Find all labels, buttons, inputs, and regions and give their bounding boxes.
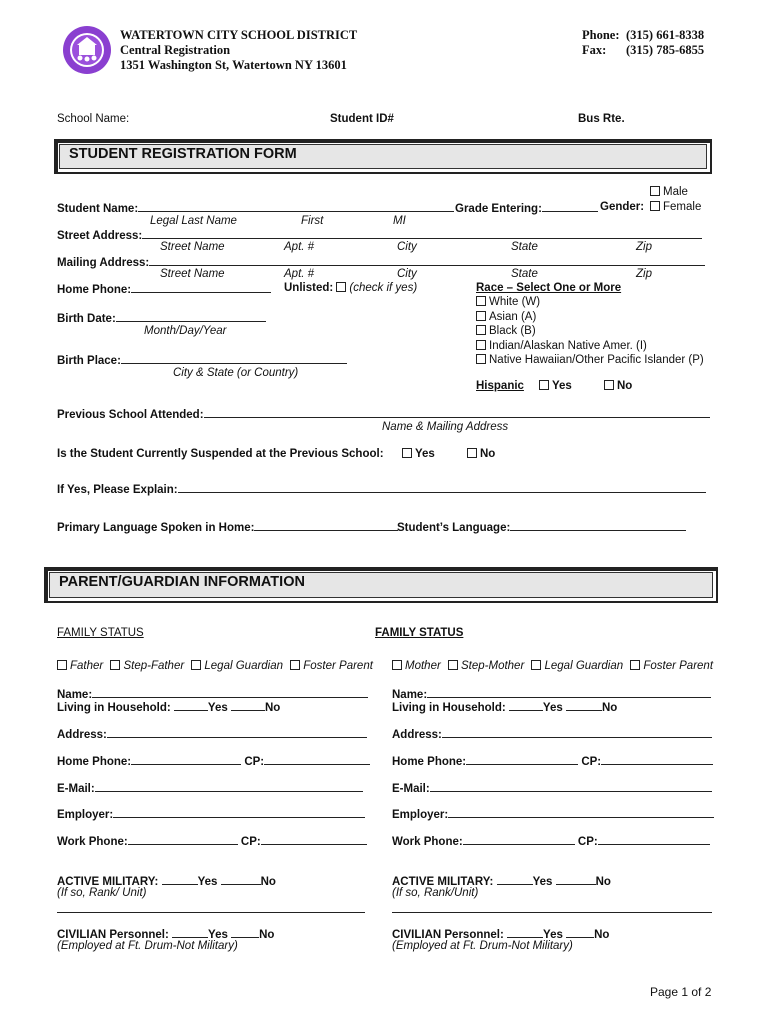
hispanic-label: Hispanic — [476, 380, 524, 392]
apt-caption: Apt. # — [284, 241, 315, 253]
hispanic-yes-option[interactable]: Yes — [539, 380, 572, 392]
parent2-email-field[interactable]: E-Mail: — [392, 781, 712, 795]
unlisted-option[interactable]: Unlisted: (check if yes) — [284, 282, 418, 294]
parent2-living-field[interactable]: Living in Household: Yes No — [392, 702, 618, 714]
parent2-employer-field[interactable]: Employer: — [392, 807, 714, 821]
parent1-civilian-field[interactable]: CIVILIAN Personnel: Yes No — [57, 929, 275, 941]
parent1-rank-caption: (If so, Rank/ Unit) — [57, 887, 147, 899]
family-status-right: FAMILY STATUS — [375, 627, 464, 639]
city-caption: City — [397, 241, 417, 253]
home-phone-field[interactable]: Home Phone: — [57, 282, 271, 296]
parent2-work-phone-field[interactable]: Work Phone: CP: — [392, 834, 710, 848]
bus-route-label: Bus Rte. — [578, 113, 625, 125]
fax-number: (315) 785-6855 — [626, 43, 705, 57]
race-indian-option[interactable]: Indian/Alaskan Native Amer. (I) — [476, 340, 647, 352]
foster-parent-left-checkbox[interactable] — [290, 660, 300, 670]
step-mother-checkbox[interactable] — [448, 660, 458, 670]
race-title: Race – Select One or More — [476, 282, 622, 294]
explain-field[interactable]: If Yes, Please Explain: — [57, 482, 706, 496]
school-name-label: School Name: — [57, 113, 130, 125]
suspended-yes-checkbox[interactable] — [402, 448, 412, 458]
city-caption-2: City — [397, 268, 417, 280]
parent2-civilian-field[interactable]: CIVILIAN Personnel: Yes No — [392, 929, 610, 941]
student-form-header — [54, 139, 712, 174]
parent2-rank-line[interactable] — [392, 902, 712, 916]
birth-place-field[interactable]: Birth Place: — [57, 353, 347, 367]
state-caption: State — [511, 241, 538, 253]
unlisted-checkbox[interactable] — [336, 282, 346, 292]
father-option[interactable]: Father — [57, 660, 103, 672]
street-address-field[interactable]: Street Address: — [57, 228, 702, 242]
right-status-options — [392, 660, 713, 672]
birth-date-field[interactable]: Birth Date: — [57, 311, 266, 325]
parent2-home-phone-field[interactable]: Home Phone: CP: — [392, 754, 713, 768]
phone-label: Phone: — [582, 28, 620, 42]
hispanic-no-option[interactable]: No — [604, 380, 632, 392]
male-checkbox[interactable] — [650, 186, 660, 196]
parent1-military-field[interactable]: ACTIVE MILITARY: Yes No — [57, 876, 276, 888]
grade-entering-field[interactable]: Grade Entering: — [455, 201, 598, 215]
gender-female-option[interactable]: Female — [650, 201, 701, 213]
parent1-home-phone-field[interactable]: Home Phone: CP: — [57, 754, 370, 768]
parent1-email-field[interactable]: E-Mail: — [57, 781, 363, 795]
name-mailing-caption: Name & Mailing Address — [382, 421, 509, 433]
student-name-field[interactable]: Student Name: — [57, 201, 454, 215]
legal-guardian-right-option[interactable]: Legal Guardian — [531, 660, 623, 672]
mother-option[interactable]: Mother — [392, 660, 441, 672]
legal-guardian-left-checkbox[interactable] — [191, 660, 201, 670]
family-status-left: FAMILY STATUS — [57, 627, 144, 639]
first-caption: First — [301, 215, 324, 227]
district-logo — [62, 25, 112, 75]
step-mother-option[interactable]: Step-Mother — [448, 660, 524, 672]
race-white-checkbox[interactable] — [476, 296, 486, 306]
parent1-living-field[interactable]: Living in Household: Yes No — [57, 702, 281, 714]
district-address: 1351 Washington St, Watertown NY 13601 — [120, 58, 347, 72]
student-form-title: STUDENT REGISTRATION FORM — [69, 146, 297, 162]
state-caption-2: State — [511, 268, 538, 280]
primary-language-field[interactable]: Primary Language Spoken in Home: — [57, 520, 398, 534]
parent2-military-field[interactable]: ACTIVE MILITARY: Yes No — [392, 876, 611, 888]
father-checkbox[interactable] — [57, 660, 67, 670]
step-father-option[interactable]: Step-Father — [110, 660, 184, 672]
parent-info-title: PARENT/GUARDIAN INFORMATION — [59, 574, 305, 590]
foster-parent-left-option[interactable]: Foster Parent — [290, 660, 373, 672]
apt-caption-2: Apt. # — [284, 268, 315, 280]
gender-label: Gender: — [600, 201, 645, 213]
district-name: WATERTOWN CITY SCHOOL DISTRICT — [120, 28, 358, 42]
race-hawaiian-option[interactable]: Native Hawaiian/Other Pacific Islander (P) — [476, 354, 704, 366]
race-black-option[interactable]: Black (B) — [476, 325, 536, 337]
step-father-checkbox[interactable] — [110, 660, 120, 670]
hispanic-yes-checkbox[interactable] — [539, 380, 549, 390]
parent2-rank-caption: (If so, Rank/Unit) — [392, 887, 479, 899]
legal-guardian-right-checkbox[interactable] — [531, 660, 541, 670]
foster-parent-right-checkbox[interactable] — [630, 660, 640, 670]
phone-number: (315) 661-8338 — [626, 28, 705, 42]
students-language-field[interactable]: Student’s Language: — [397, 520, 686, 534]
parent1-work-phone-field[interactable]: Work Phone: CP: — [57, 834, 367, 848]
race-asian-option[interactable]: Asian (A) — [476, 311, 536, 323]
zip-caption-2: Zip — [636, 268, 652, 280]
parent1-address-field[interactable]: Address: — [57, 727, 367, 741]
street-name-caption-2: Street Name — [160, 268, 225, 280]
page-number: Page 1 of 2 — [650, 985, 712, 999]
fax-label: Fax: — [582, 43, 607, 57]
department: Central Registration — [120, 43, 231, 57]
suspended-yes-option[interactable]: Yes — [402, 448, 435, 460]
hispanic-no-checkbox[interactable] — [604, 380, 614, 390]
parent-info-header — [44, 567, 718, 603]
gender-male-option[interactable]: Male — [650, 186, 688, 198]
race-white-option[interactable]: White (W) — [476, 296, 540, 308]
legal-guardian-left-option[interactable]: Legal Guardian — [191, 660, 283, 672]
mother-checkbox[interactable] — [392, 660, 402, 670]
parent1-employer-field[interactable]: Employer: — [57, 807, 365, 821]
foster-parent-right-option[interactable]: Foster Parent — [630, 660, 713, 672]
suspended-question: Is the Student Currently Suspended at the Previous School: — [57, 448, 384, 460]
parent2-name-field[interactable]: Name: — [392, 687, 711, 701]
race-hawaiian-checkbox[interactable] — [476, 354, 486, 364]
left-status-options — [57, 660, 373, 672]
street-name-caption: Street Name — [160, 241, 225, 253]
legal-last-name-caption: Legal Last Name — [150, 215, 237, 227]
zip-caption: Zip — [636, 241, 652, 253]
previous-school-field[interactable]: Previous School Attended: — [57, 407, 710, 421]
mi-caption: MI — [393, 215, 406, 227]
suspended-no-checkbox[interactable] — [467, 448, 477, 458]
parent2-employed-caption: (Employed at Ft. Drum-Not Military) — [392, 940, 573, 952]
parent1-name-field[interactable]: Name: — [57, 687, 368, 701]
student-id-label: Student ID# — [330, 113, 394, 125]
mailing-address-field[interactable]: Mailing Address: — [57, 255, 705, 269]
city-state-country-caption: City & State (or Country) — [173, 367, 299, 379]
parent1-rank-line[interactable] — [57, 902, 365, 916]
female-checkbox[interactable] — [650, 201, 660, 211]
race-asian-checkbox[interactable] — [476, 311, 486, 321]
race-indian-checkbox[interactable] — [476, 340, 486, 350]
suspended-no-option[interactable]: No — [467, 448, 495, 460]
parent2-address-field[interactable]: Address: — [392, 727, 712, 741]
parent1-employed-caption: (Employed at Ft. Drum-Not Military) — [57, 940, 238, 952]
mdy-caption: Month/Day/Year — [144, 325, 227, 337]
race-black-checkbox[interactable] — [476, 325, 486, 335]
